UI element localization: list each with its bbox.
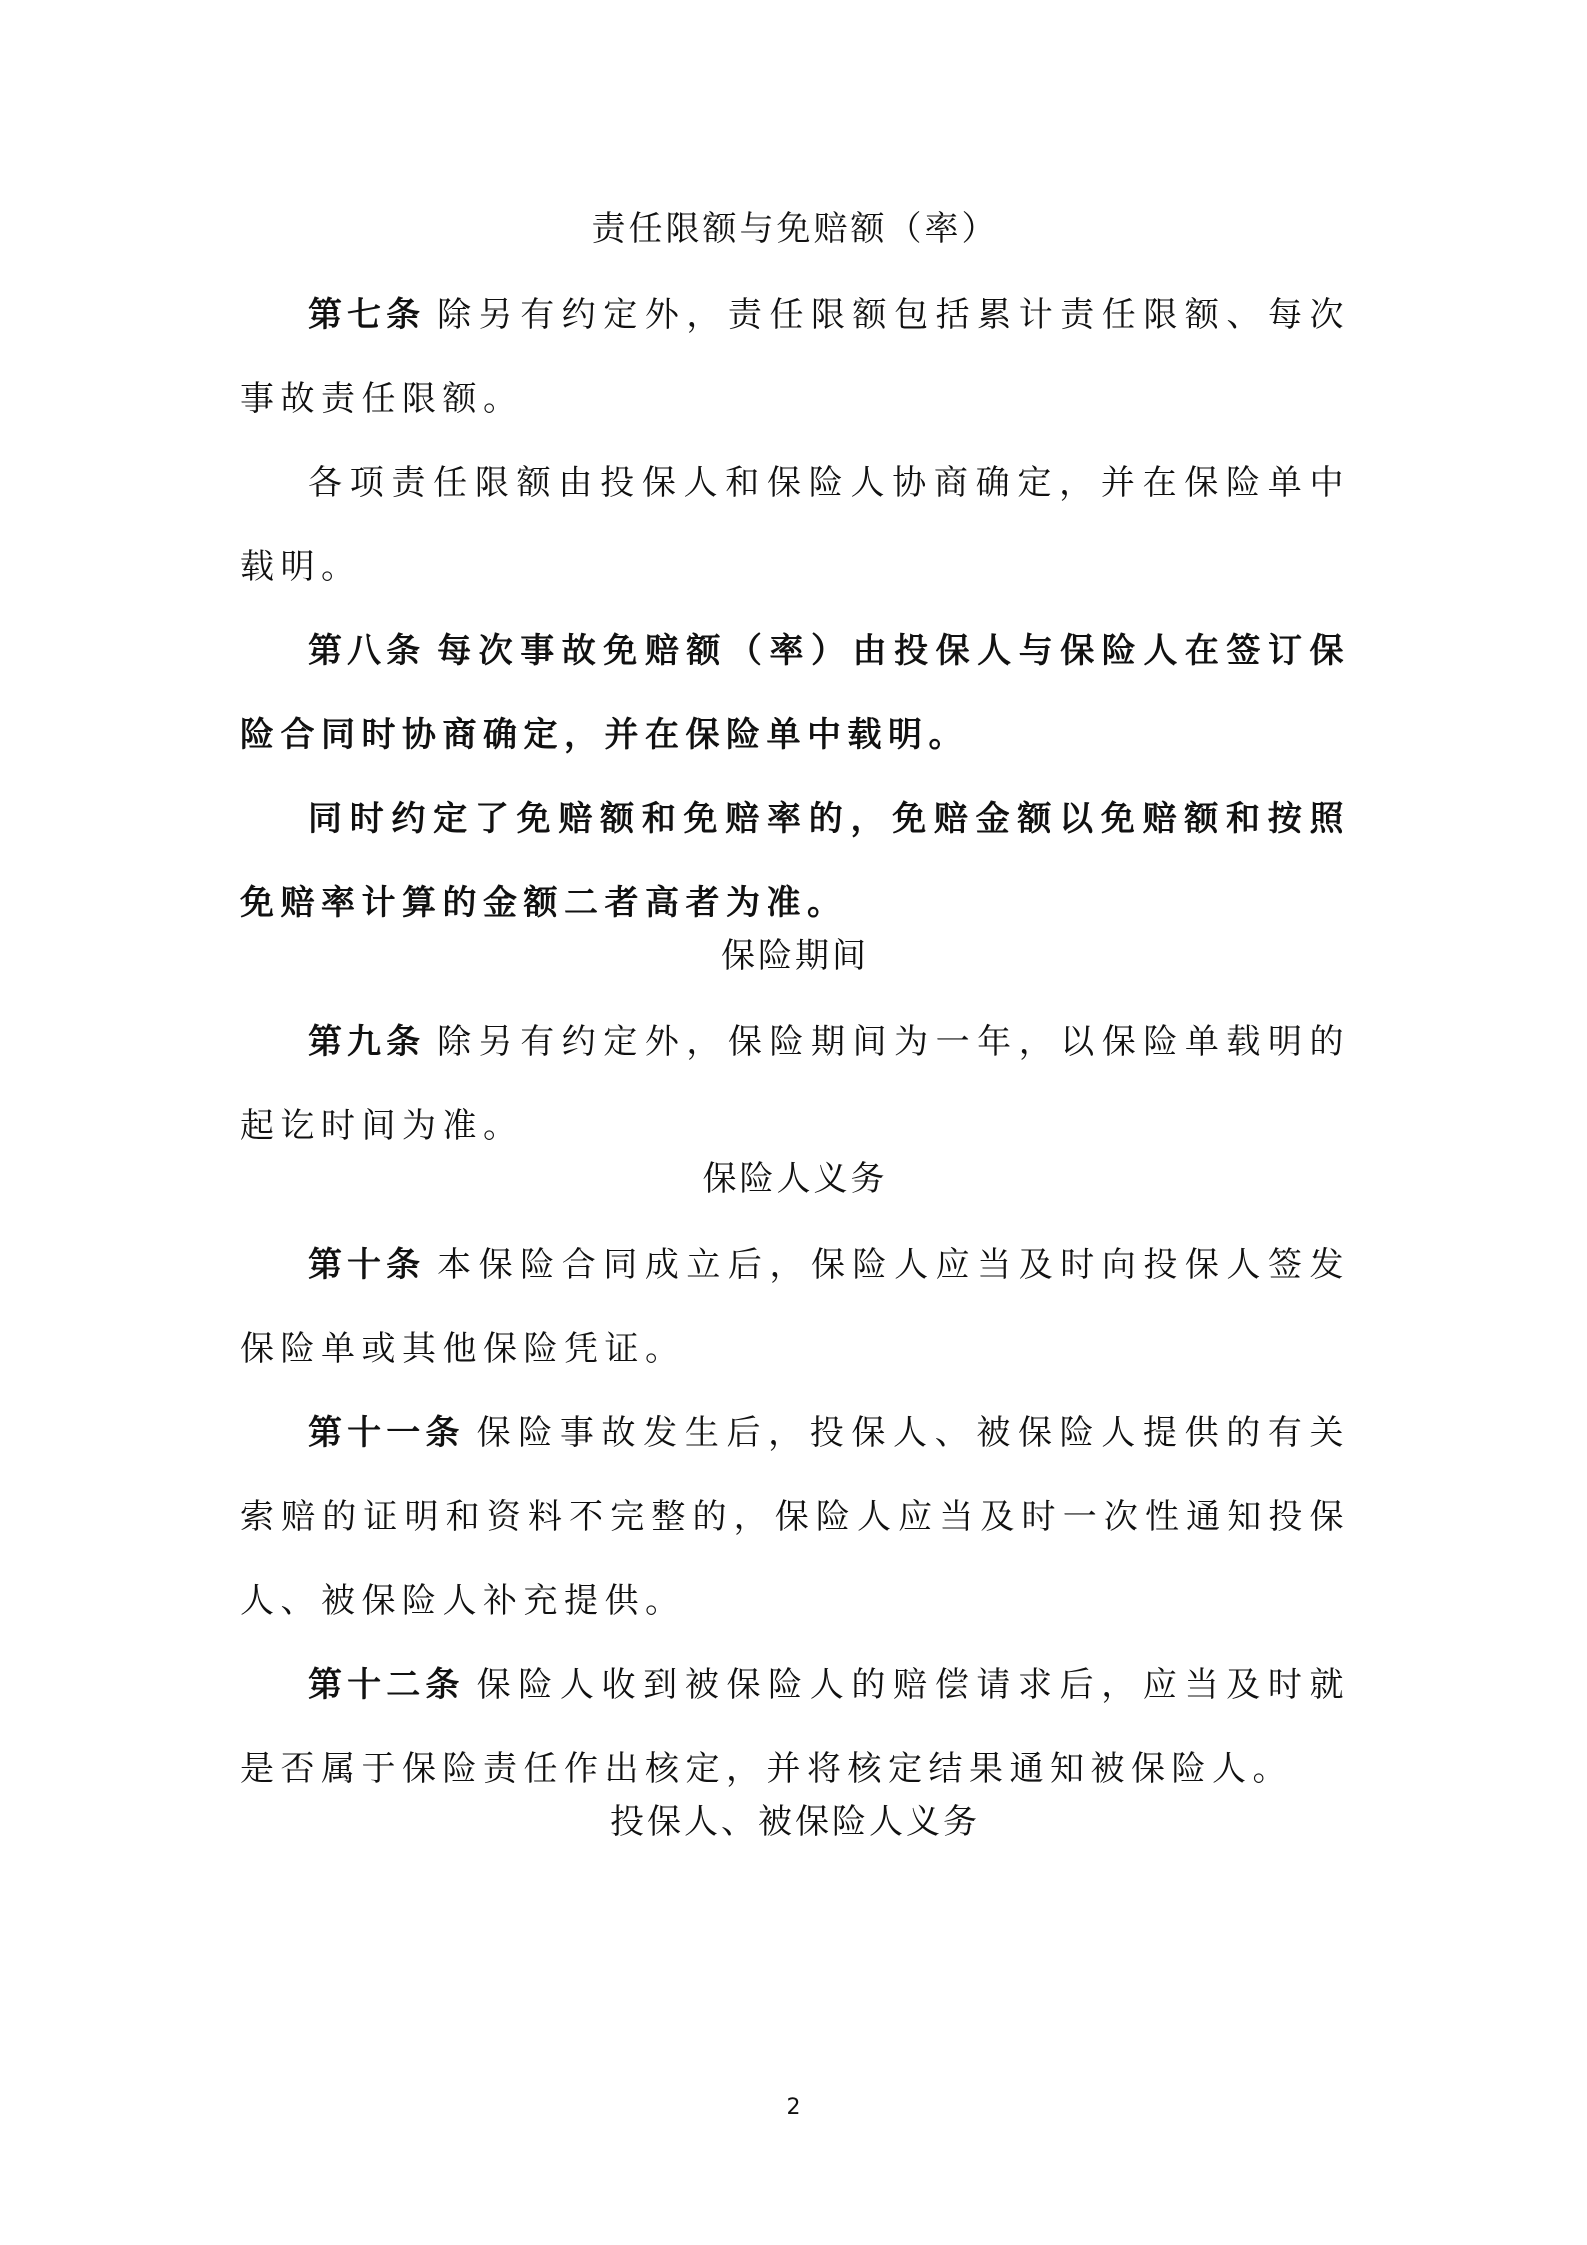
article-8-text: 每次事故免赔额（率）由投保人与保险人在签订保险合同时协商确定，并在保险单中载明。 xyxy=(240,631,1350,755)
article-10-text: 本保险合同成立后，保险人应当及时向投保人签发保险单或其他保险凭证。 xyxy=(240,1245,1350,1369)
article-12-label: 第十二条 xyxy=(308,1665,465,1705)
article-8-paragraph xyxy=(240,609,1350,777)
section-heading-liability-limits: 责任限额与免赔额（率） xyxy=(591,209,999,249)
section-heading-policyholder-obligations: 投保人、被保险人义务 xyxy=(610,1802,980,1842)
article-12-paragraph xyxy=(240,1643,1350,1811)
article-7-text: 除另有约定外，责任限额包括累计责任限额、每次事故责任限额。 xyxy=(240,295,1350,419)
article-11-label: 第十一条 xyxy=(308,1413,465,1453)
article-11-paragraph xyxy=(240,1391,1350,1643)
article-12-text: 保险人收到被保险人的赔偿请求后，应当及时就是否属于保险责任作出核定，并将核定结果通知被保险人。 xyxy=(240,1665,1351,1789)
article-9-paragraph xyxy=(240,1000,1350,1168)
deductible-text: 同时约定了免赔额和免赔率的，免赔金额以免赔额和按照免赔率计算的金额二者高者为准。 xyxy=(240,799,1350,923)
article-9-label: 第九条 xyxy=(308,1022,426,1062)
article-8-label: 第八条 xyxy=(308,631,426,671)
article-7-paragraph xyxy=(240,273,1350,441)
section-heading-insurer-obligations: 保险人义务 xyxy=(702,1159,888,1199)
deductible-paragraph xyxy=(240,777,1350,945)
limits-text: 各项责任限额由投保人和保险人协商确定，并在保险单中载明。 xyxy=(240,463,1350,587)
article-10-paragraph xyxy=(240,1223,1350,1391)
article-11-text: 保险事故发生后，投保人、被保险人提供的有关索赔的证明和资料不完整的，保险人应当及时一次性通知投保人、被保险人补充提供。 xyxy=(240,1413,1351,1621)
page-content xyxy=(240,208,1350,1887)
section-heading-insurance-period: 保险期间 xyxy=(721,936,869,976)
article-9-text: 除另有约定外，保险期间为一年，以保险单载明的起讫时间为准。 xyxy=(240,1022,1350,1146)
limits-paragraph xyxy=(240,441,1350,609)
article-7-label: 第七条 xyxy=(308,295,426,335)
article-10-label: 第十条 xyxy=(308,1245,426,1285)
page-number: 2 xyxy=(786,2095,801,2120)
